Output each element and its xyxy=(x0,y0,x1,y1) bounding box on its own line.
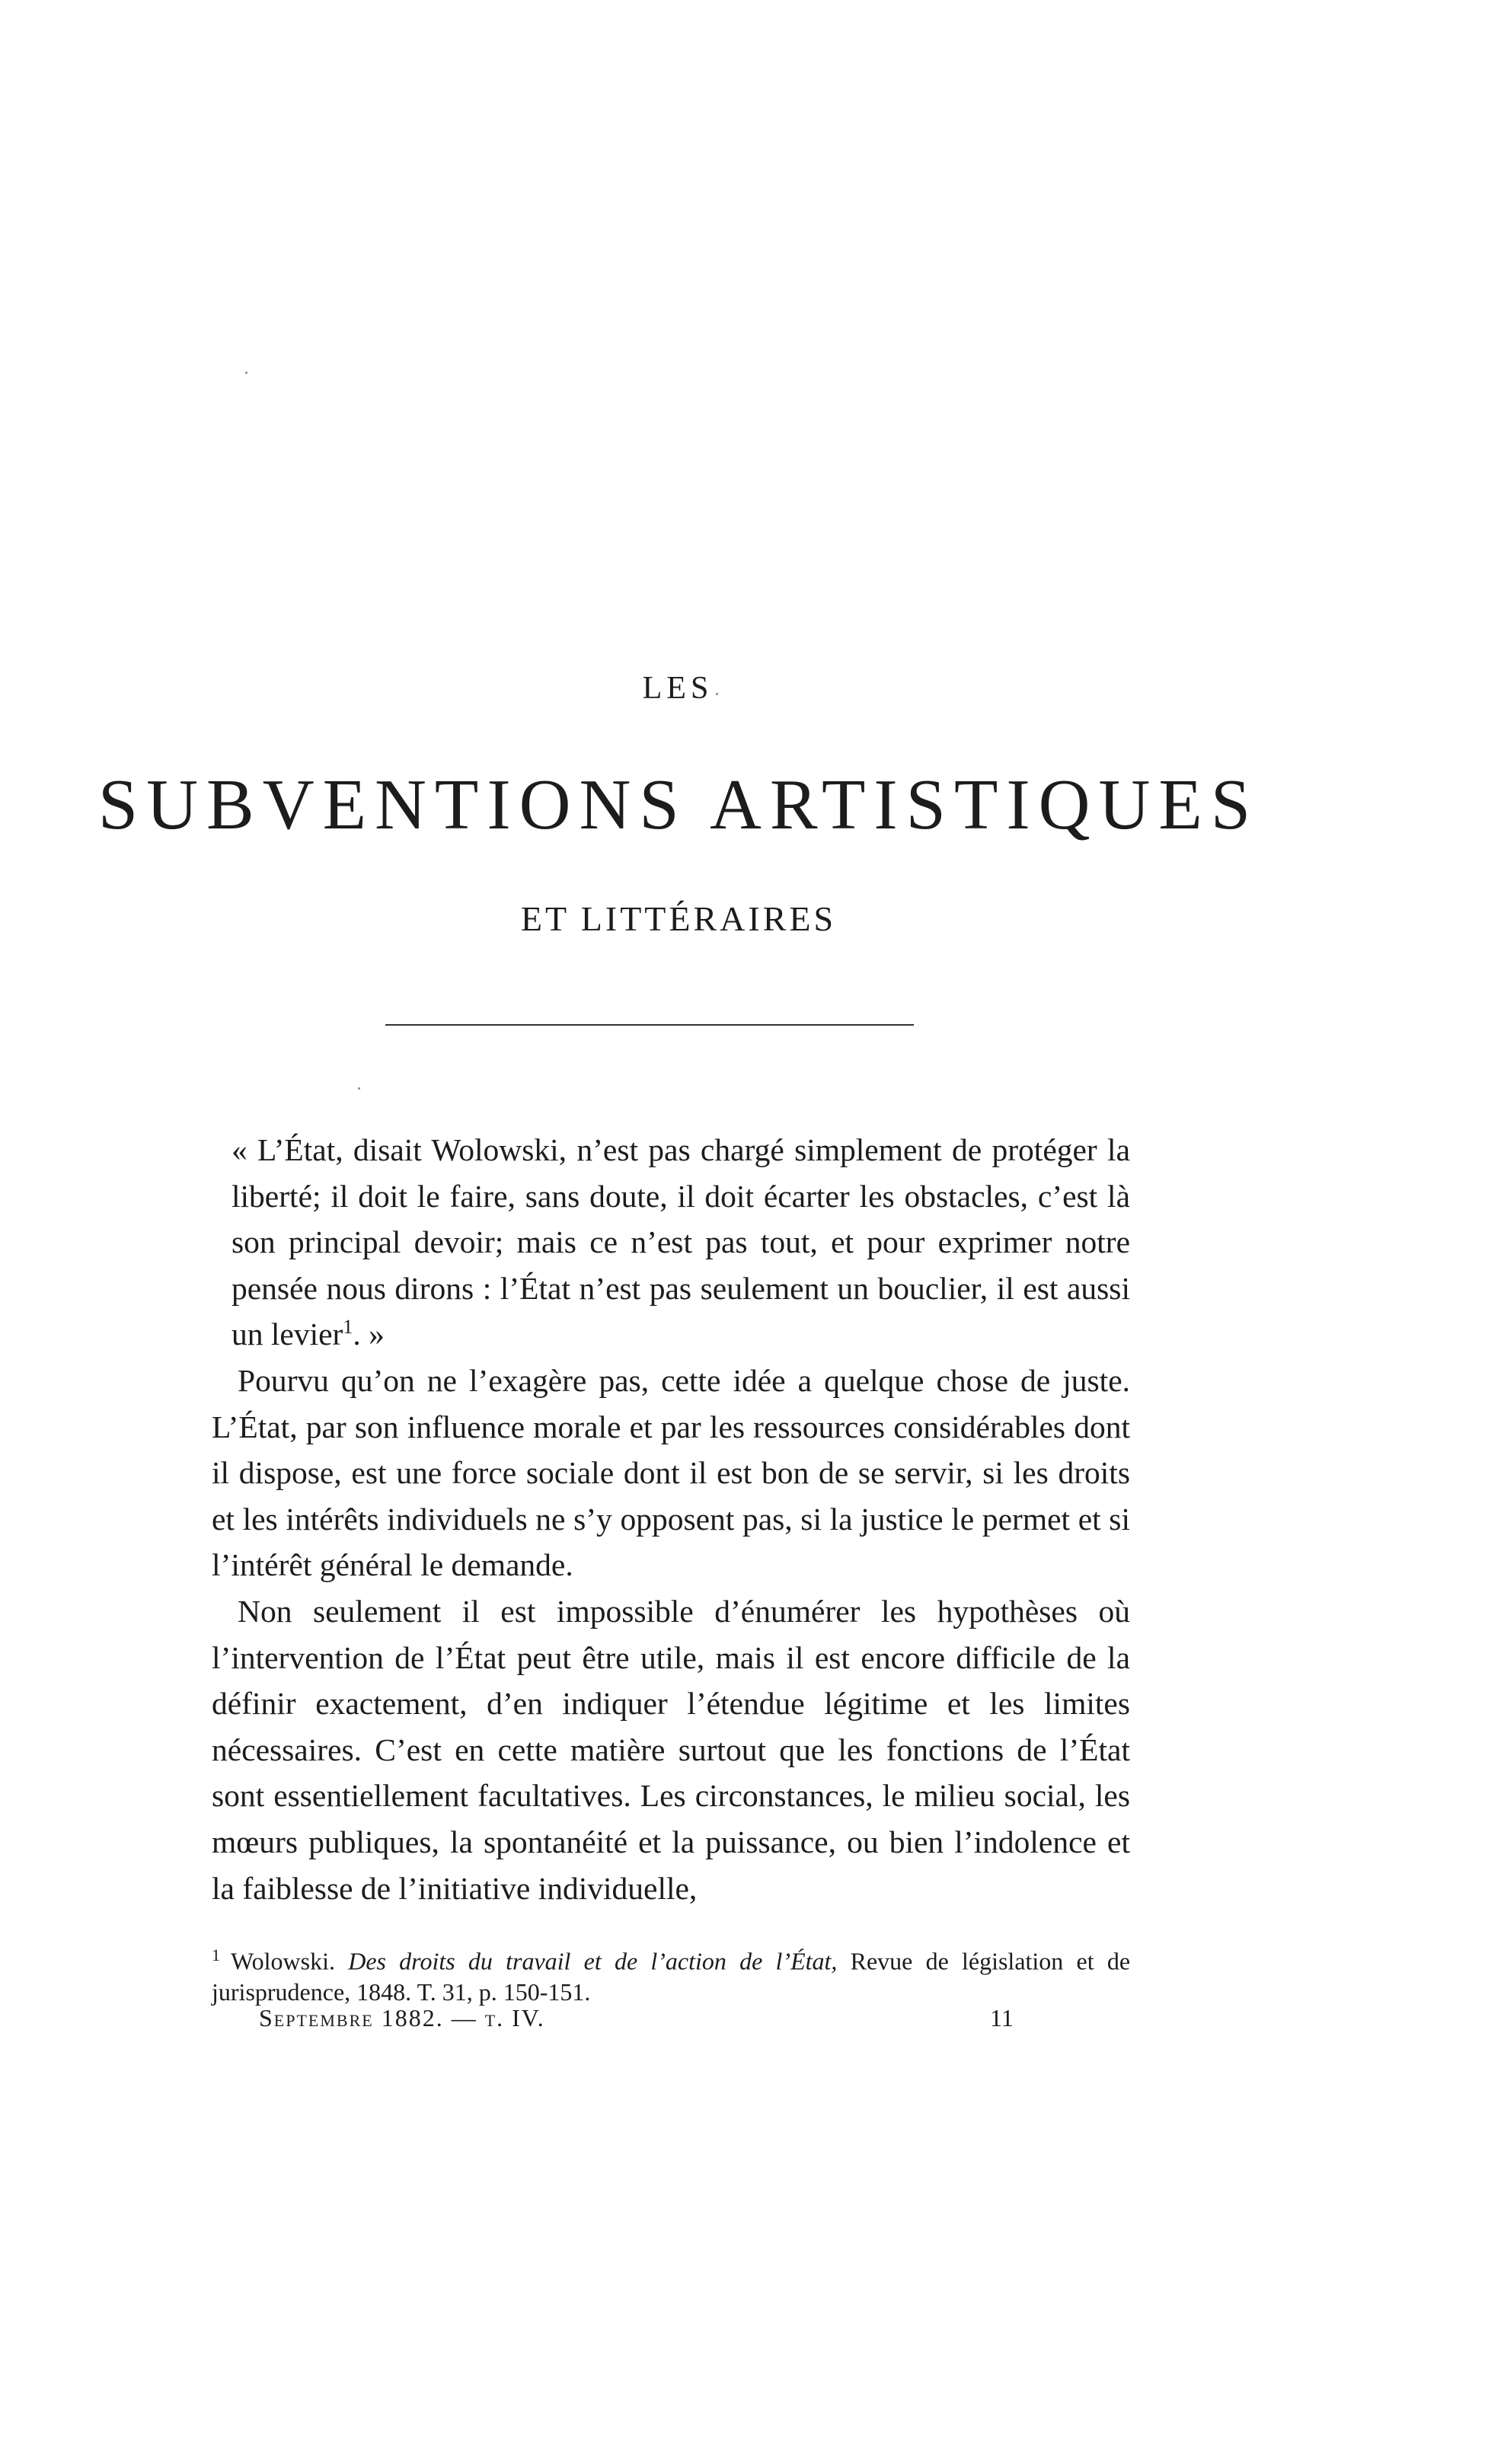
footnote-citation: Revue de législation et de jurisprudence, 1848. T. 31, p. 150-151. xyxy=(212,1947,1131,2006)
paragraph-text-tail: . » xyxy=(353,1317,385,1352)
footnote-work-title: Des droits du travail et de l’action de l’État, xyxy=(348,1947,838,1975)
footnote-text xyxy=(212,1940,1130,2007)
page-number: 11 xyxy=(990,2004,1014,2032)
paragraph: Non seulement il est impossible d’énumérer les hypothèses où l’intervention de l’État peut être utile, mais il est encore difficile de la définir exactement, d’en indiquer l’étendue légitime et les limites nécessaires. C’est en cette matière surtout que les fonctions de l’État sont essentiellement facultatives. Les circonstances, le milieu social, les mœurs publiques, la spontanéité et la puissance, ou bien l’indolence et la faiblesse de l’initiative individuelle, xyxy=(212,1593,1130,1906)
paragraph xyxy=(212,1127,1130,1358)
footnote xyxy=(212,1940,1130,2007)
paragraph-text: « L’État, disait Wolowski, n’est pas chargé simplement de protéger la liberté; il doit le faire, sans doute, il doit écarter les obstacles, c’est là son principal devoir; mais ce n’est pas tout, et pour exprimer notre pensée nous dirons : l’État n’est pas seulement un bouclier, il est aussi un levier xyxy=(232,1132,1130,1352)
print-speck xyxy=(358,1087,360,1090)
signature-text: Septembre 1882. — t. IV. xyxy=(259,2004,545,2032)
page-subtitle: ET LITTÉRAIRES xyxy=(520,899,837,938)
body-text xyxy=(212,1127,1130,1911)
footnote-marker: 1 xyxy=(212,1945,220,1964)
title-kicker: LES xyxy=(642,671,714,706)
print-speck xyxy=(245,372,247,374)
printer-signature xyxy=(259,2004,1020,2032)
page-title: SUBVENTIONS ARTISTIQUES xyxy=(97,765,1260,844)
paragraph: Pourvu qu’on ne l’exagère pas, cette idée a quelque chose de juste. L’État, par son influence morale et par les ressources considérables dont il dispose, est une force sociale dont il est bon de se servir, si les droits et les intérêts individuels ne s’y opposent pas, si la justice le permet et si l’intérêt général le demande. xyxy=(212,1362,1130,1583)
footnote-author: Wolowski. xyxy=(231,1947,335,1975)
title-divider xyxy=(385,1024,914,1026)
footnote-reference: 1 xyxy=(343,1316,353,1339)
